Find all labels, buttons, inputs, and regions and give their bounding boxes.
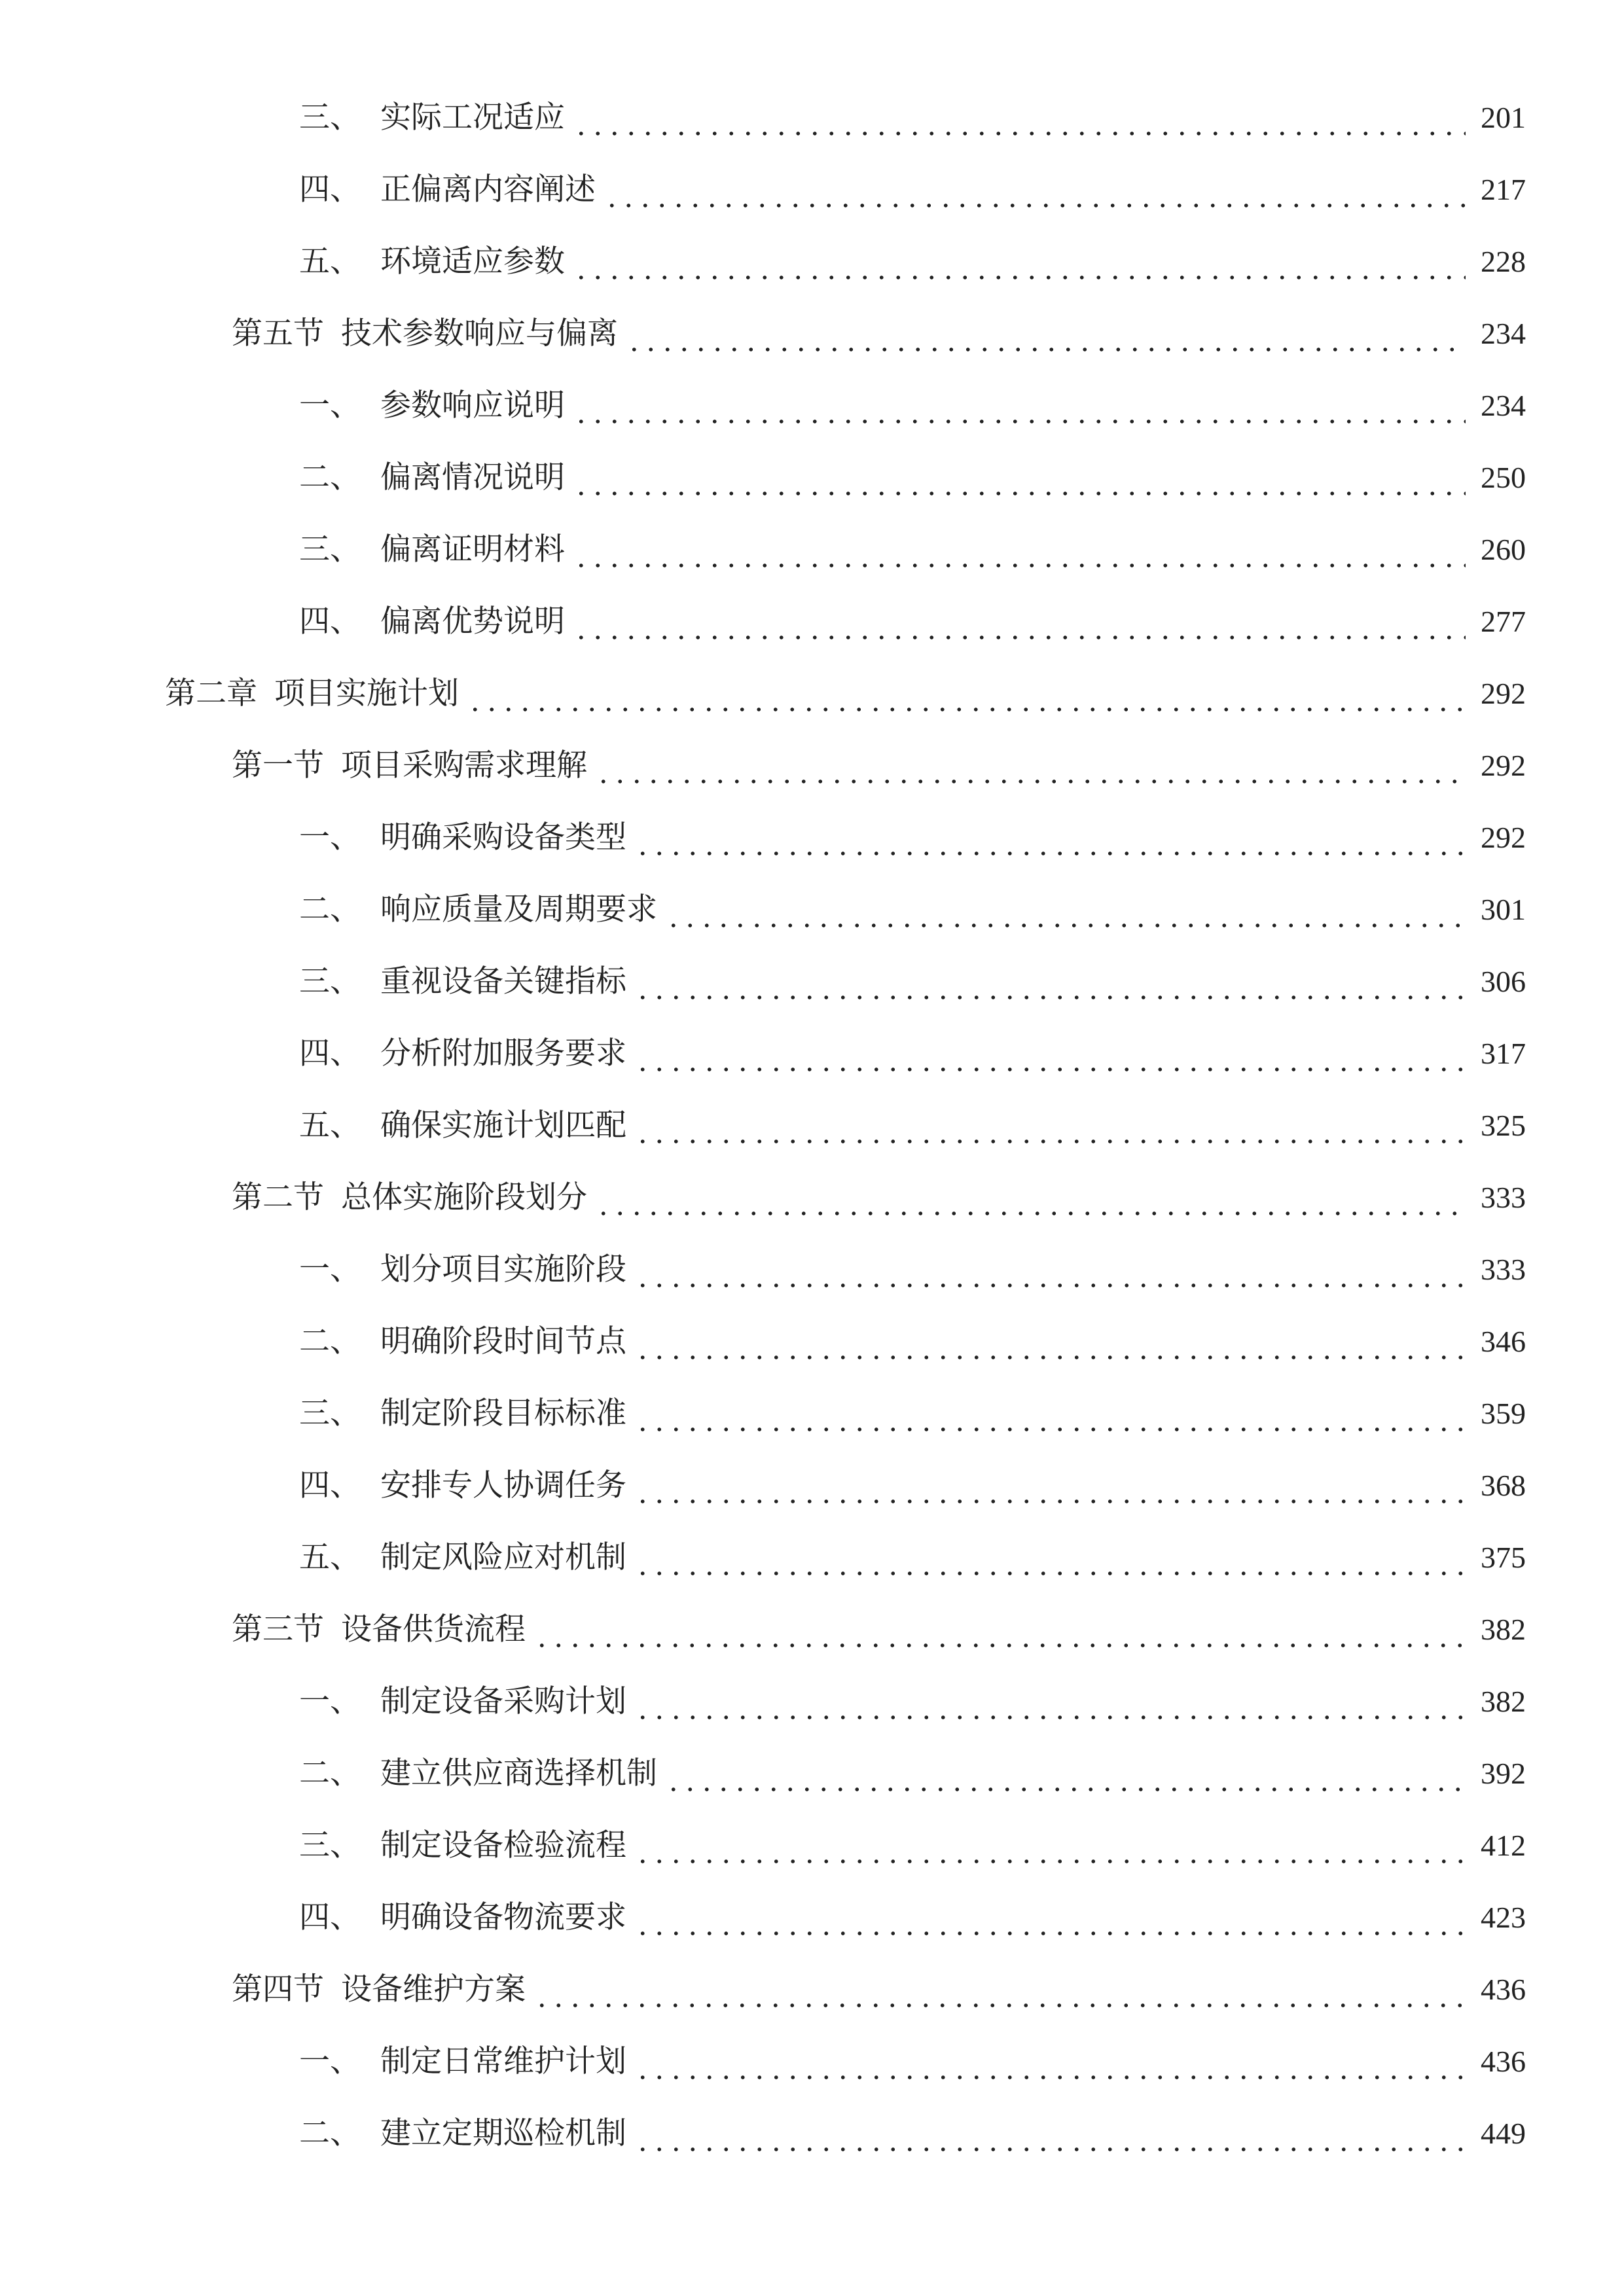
toc-entry-number: 一、 — [299, 2043, 361, 2079]
toc-entry[interactable] — [299, 380, 1526, 432]
toc-entry[interactable] — [299, 1316, 1526, 1368]
toc-entry-page: 317 — [1481, 1037, 1526, 1070]
toc-entry[interactable] — [299, 1748, 1526, 1800]
toc-entry-title: 制定日常维护计划 — [380, 2043, 626, 2079]
toc-entry-number: 第三节 — [232, 1611, 324, 1647]
toc-entry-title: 设备供货流程 — [341, 1611, 526, 1647]
toc-entry[interactable] — [232, 740, 1526, 792]
toc-entry-title: 制定阶段目标标准 — [380, 1395, 626, 1431]
toc-entry[interactable] — [299, 1532, 1526, 1584]
toc-entry[interactable] — [299, 236, 1526, 288]
toc-entry-title: 重视设备关键指标 — [380, 963, 626, 999]
toc-entry-title: 偏离情况说明 — [380, 459, 565, 495]
dot-leader — [604, 164, 1466, 216]
toc-entry-page: 277 — [1481, 605, 1526, 638]
toc-entry-number: 第四节 — [232, 1971, 324, 2007]
toc-entry-title: 环境适应参数 — [380, 243, 565, 279]
toc-entry-title: 分析附加服务要求 — [380, 1035, 626, 1071]
toc-entry[interactable] — [299, 92, 1526, 144]
toc-entry[interactable] — [165, 668, 1526, 720]
toc-entry-number: 第五节 — [232, 315, 324, 351]
toc-entry-title: 总体实施阶段划分 — [341, 1179, 587, 1215]
toc-entry-title: 参数响应说明 — [380, 387, 565, 423]
dot-leader — [533, 1964, 1466, 2016]
toc-entry[interactable] — [299, 1388, 1526, 1440]
dot-leader — [634, 1532, 1466, 1584]
toc-entry-page: 292 — [1481, 821, 1526, 854]
toc-entry[interactable] — [232, 1172, 1526, 1224]
toc-entry-page: 217 — [1481, 173, 1526, 206]
toc-entry[interactable] — [299, 884, 1526, 936]
dot-leader — [634, 2036, 1466, 2088]
toc-entry[interactable] — [299, 596, 1526, 648]
toc-entry-title: 偏离优势说明 — [380, 603, 565, 639]
toc-entry-page: 234 — [1481, 389, 1526, 422]
dot-leader — [573, 452, 1466, 504]
toc-entry-number: 二、 — [299, 1323, 361, 1359]
dot-leader — [573, 236, 1466, 288]
dot-leader — [634, 1676, 1466, 1728]
dot-leader — [573, 380, 1466, 432]
toc-entry-number: 三、 — [299, 963, 361, 999]
toc-entry-number: 三、 — [299, 531, 361, 567]
toc-entry[interactable] — [299, 1100, 1526, 1152]
toc-entry-page: 260 — [1481, 533, 1526, 566]
toc-entry-page: 325 — [1481, 1109, 1526, 1142]
dot-leader — [634, 2108, 1466, 2160]
toc-entry-title: 响应质量及周期要求 — [380, 891, 657, 927]
toc-entry-page: 333 — [1481, 1253, 1526, 1286]
toc-entry-page: 375 — [1481, 1541, 1526, 1574]
toc-entry-page: 368 — [1481, 1469, 1526, 1502]
toc-entry[interactable] — [299, 812, 1526, 864]
toc-entry-number: 四、 — [299, 1035, 361, 1071]
dot-leader — [626, 308, 1466, 360]
toc-entry-page: 292 — [1481, 749, 1526, 782]
dot-leader — [634, 1820, 1466, 1872]
toc-entry[interactable] — [299, 1820, 1526, 1872]
toc-entry-title: 制定设备检验流程 — [380, 1827, 626, 1863]
toc-entry-number: 二、 — [299, 459, 361, 495]
toc-entry[interactable] — [299, 164, 1526, 216]
toc-entry-title: 实际工况适应 — [380, 99, 565, 135]
toc-entry-number: 第二节 — [232, 1179, 324, 1215]
dot-leader — [634, 1388, 1466, 1440]
toc-entry-title: 项目采购需求理解 — [341, 747, 587, 783]
toc-entry-title: 划分项目实施阶段 — [380, 1251, 626, 1287]
dot-leader — [573, 596, 1466, 648]
toc-entry-page: 392 — [1481, 1757, 1526, 1790]
dot-leader — [634, 1892, 1466, 1944]
toc-entry-number: 第二章 — [165, 675, 257, 711]
toc-entry[interactable] — [299, 2036, 1526, 2088]
toc-entry-page: 201 — [1481, 101, 1526, 134]
toc-entry-title: 制定风险应对机制 — [380, 1539, 626, 1575]
toc-entry-title: 技术参数响应与偏离 — [341, 315, 618, 351]
toc-entry-number: 一、 — [299, 1251, 361, 1287]
dot-leader — [634, 1244, 1466, 1296]
toc-entry[interactable] — [299, 452, 1526, 504]
dot-leader — [634, 812, 1466, 864]
toc-entry-number: 二、 — [299, 1755, 361, 1791]
toc-entry-page: 359 — [1481, 1397, 1526, 1430]
dot-leader — [634, 1316, 1466, 1368]
toc-entry-page: 412 — [1481, 1829, 1526, 1862]
toc-entry-title: 明确设备物流要求 — [380, 1899, 626, 1935]
toc-entry-number: 四、 — [299, 1467, 361, 1503]
toc-entry-title: 制定设备采购计划 — [380, 1683, 626, 1719]
toc-entry-title: 明确阶段时间节点 — [380, 1323, 626, 1359]
toc-entry-number: 第一节 — [232, 747, 324, 783]
toc-entry[interactable] — [299, 1460, 1526, 1512]
toc-entry-page: 234 — [1481, 317, 1526, 350]
dot-leader — [595, 740, 1466, 792]
toc-entry-page: 333 — [1481, 1181, 1526, 1214]
toc-entry-page: 382 — [1481, 1685, 1526, 1718]
toc-entry[interactable] — [299, 1244, 1526, 1296]
dot-leader — [634, 1460, 1466, 1512]
toc-entry-number: 三、 — [299, 1395, 361, 1431]
toc-entry[interactable] — [232, 1604, 1526, 1656]
toc-entry-number: 五、 — [299, 1107, 361, 1143]
toc-entry[interactable] — [232, 308, 1526, 360]
toc-entry-title: 建立定期巡检机制 — [380, 2115, 626, 2151]
toc-entry[interactable] — [299, 956, 1526, 1008]
toc-entry-page: 346 — [1481, 1325, 1526, 1358]
dot-leader — [634, 956, 1466, 1008]
toc-entry-number: 一、 — [299, 1683, 361, 1719]
toc-entry[interactable] — [299, 1028, 1526, 1080]
dot-leader — [634, 1100, 1466, 1152]
toc-entry[interactable] — [299, 524, 1526, 576]
toc-entry-page: 301 — [1481, 893, 1526, 926]
dot-leader — [634, 1028, 1466, 1080]
dot-leader — [573, 524, 1466, 576]
dot-leader — [573, 92, 1466, 144]
toc-entry-page: 436 — [1481, 1973, 1526, 2006]
toc-entry-number: 三、 — [299, 1827, 361, 1863]
toc-entry-number: 四、 — [299, 603, 361, 639]
dot-leader — [595, 1172, 1466, 1224]
toc-entry-title: 正偏离内容阐述 — [380, 171, 596, 207]
toc-entry[interactable] — [232, 1964, 1526, 2016]
dot-leader — [665, 884, 1466, 936]
toc-entry-number: 五、 — [299, 1539, 361, 1575]
toc-entry-number: 五、 — [299, 243, 361, 279]
dot-leader — [533, 1604, 1466, 1656]
toc-entry-page: 306 — [1481, 965, 1526, 998]
dot-leader — [467, 668, 1466, 720]
toc-entry-page: 423 — [1481, 1901, 1526, 1934]
toc-entry-number: 一、 — [299, 819, 361, 855]
toc-entry-title: 建立供应商选择机制 — [380, 1755, 657, 1791]
toc-entry-number: 一、 — [299, 387, 361, 423]
toc-entry-title: 设备维护方案 — [341, 1971, 526, 2007]
toc-entry-number: 二、 — [299, 2115, 361, 2151]
toc-entry[interactable] — [299, 2108, 1526, 2160]
toc-entry-page: 436 — [1481, 2045, 1526, 2078]
toc-entry-number: 四、 — [299, 171, 361, 207]
toc-entry-page: 382 — [1481, 1613, 1526, 1646]
dot-leader — [665, 1748, 1466, 1800]
toc-entry[interactable] — [299, 1676, 1526, 1728]
toc-entry-page: 228 — [1481, 245, 1526, 278]
toc-entry-number: 三、 — [299, 99, 361, 135]
toc-entry-number: 四、 — [299, 1899, 361, 1935]
toc-entry-title: 项目实施计划 — [274, 675, 459, 711]
toc-entry-page: 250 — [1481, 461, 1526, 494]
toc-entry-title: 安排专人协调任务 — [380, 1467, 626, 1503]
toc-entry[interactable] — [299, 1892, 1526, 1944]
toc-entry-title: 明确采购设备类型 — [380, 819, 626, 855]
toc-entry-page: 292 — [1481, 677, 1526, 710]
toc-entry-title: 确保实施计划匹配 — [380, 1107, 626, 1143]
toc-entry-number: 二、 — [299, 891, 361, 927]
toc-entry-title: 偏离证明材料 — [380, 531, 565, 567]
toc-entry-page: 449 — [1481, 2117, 1526, 2150]
